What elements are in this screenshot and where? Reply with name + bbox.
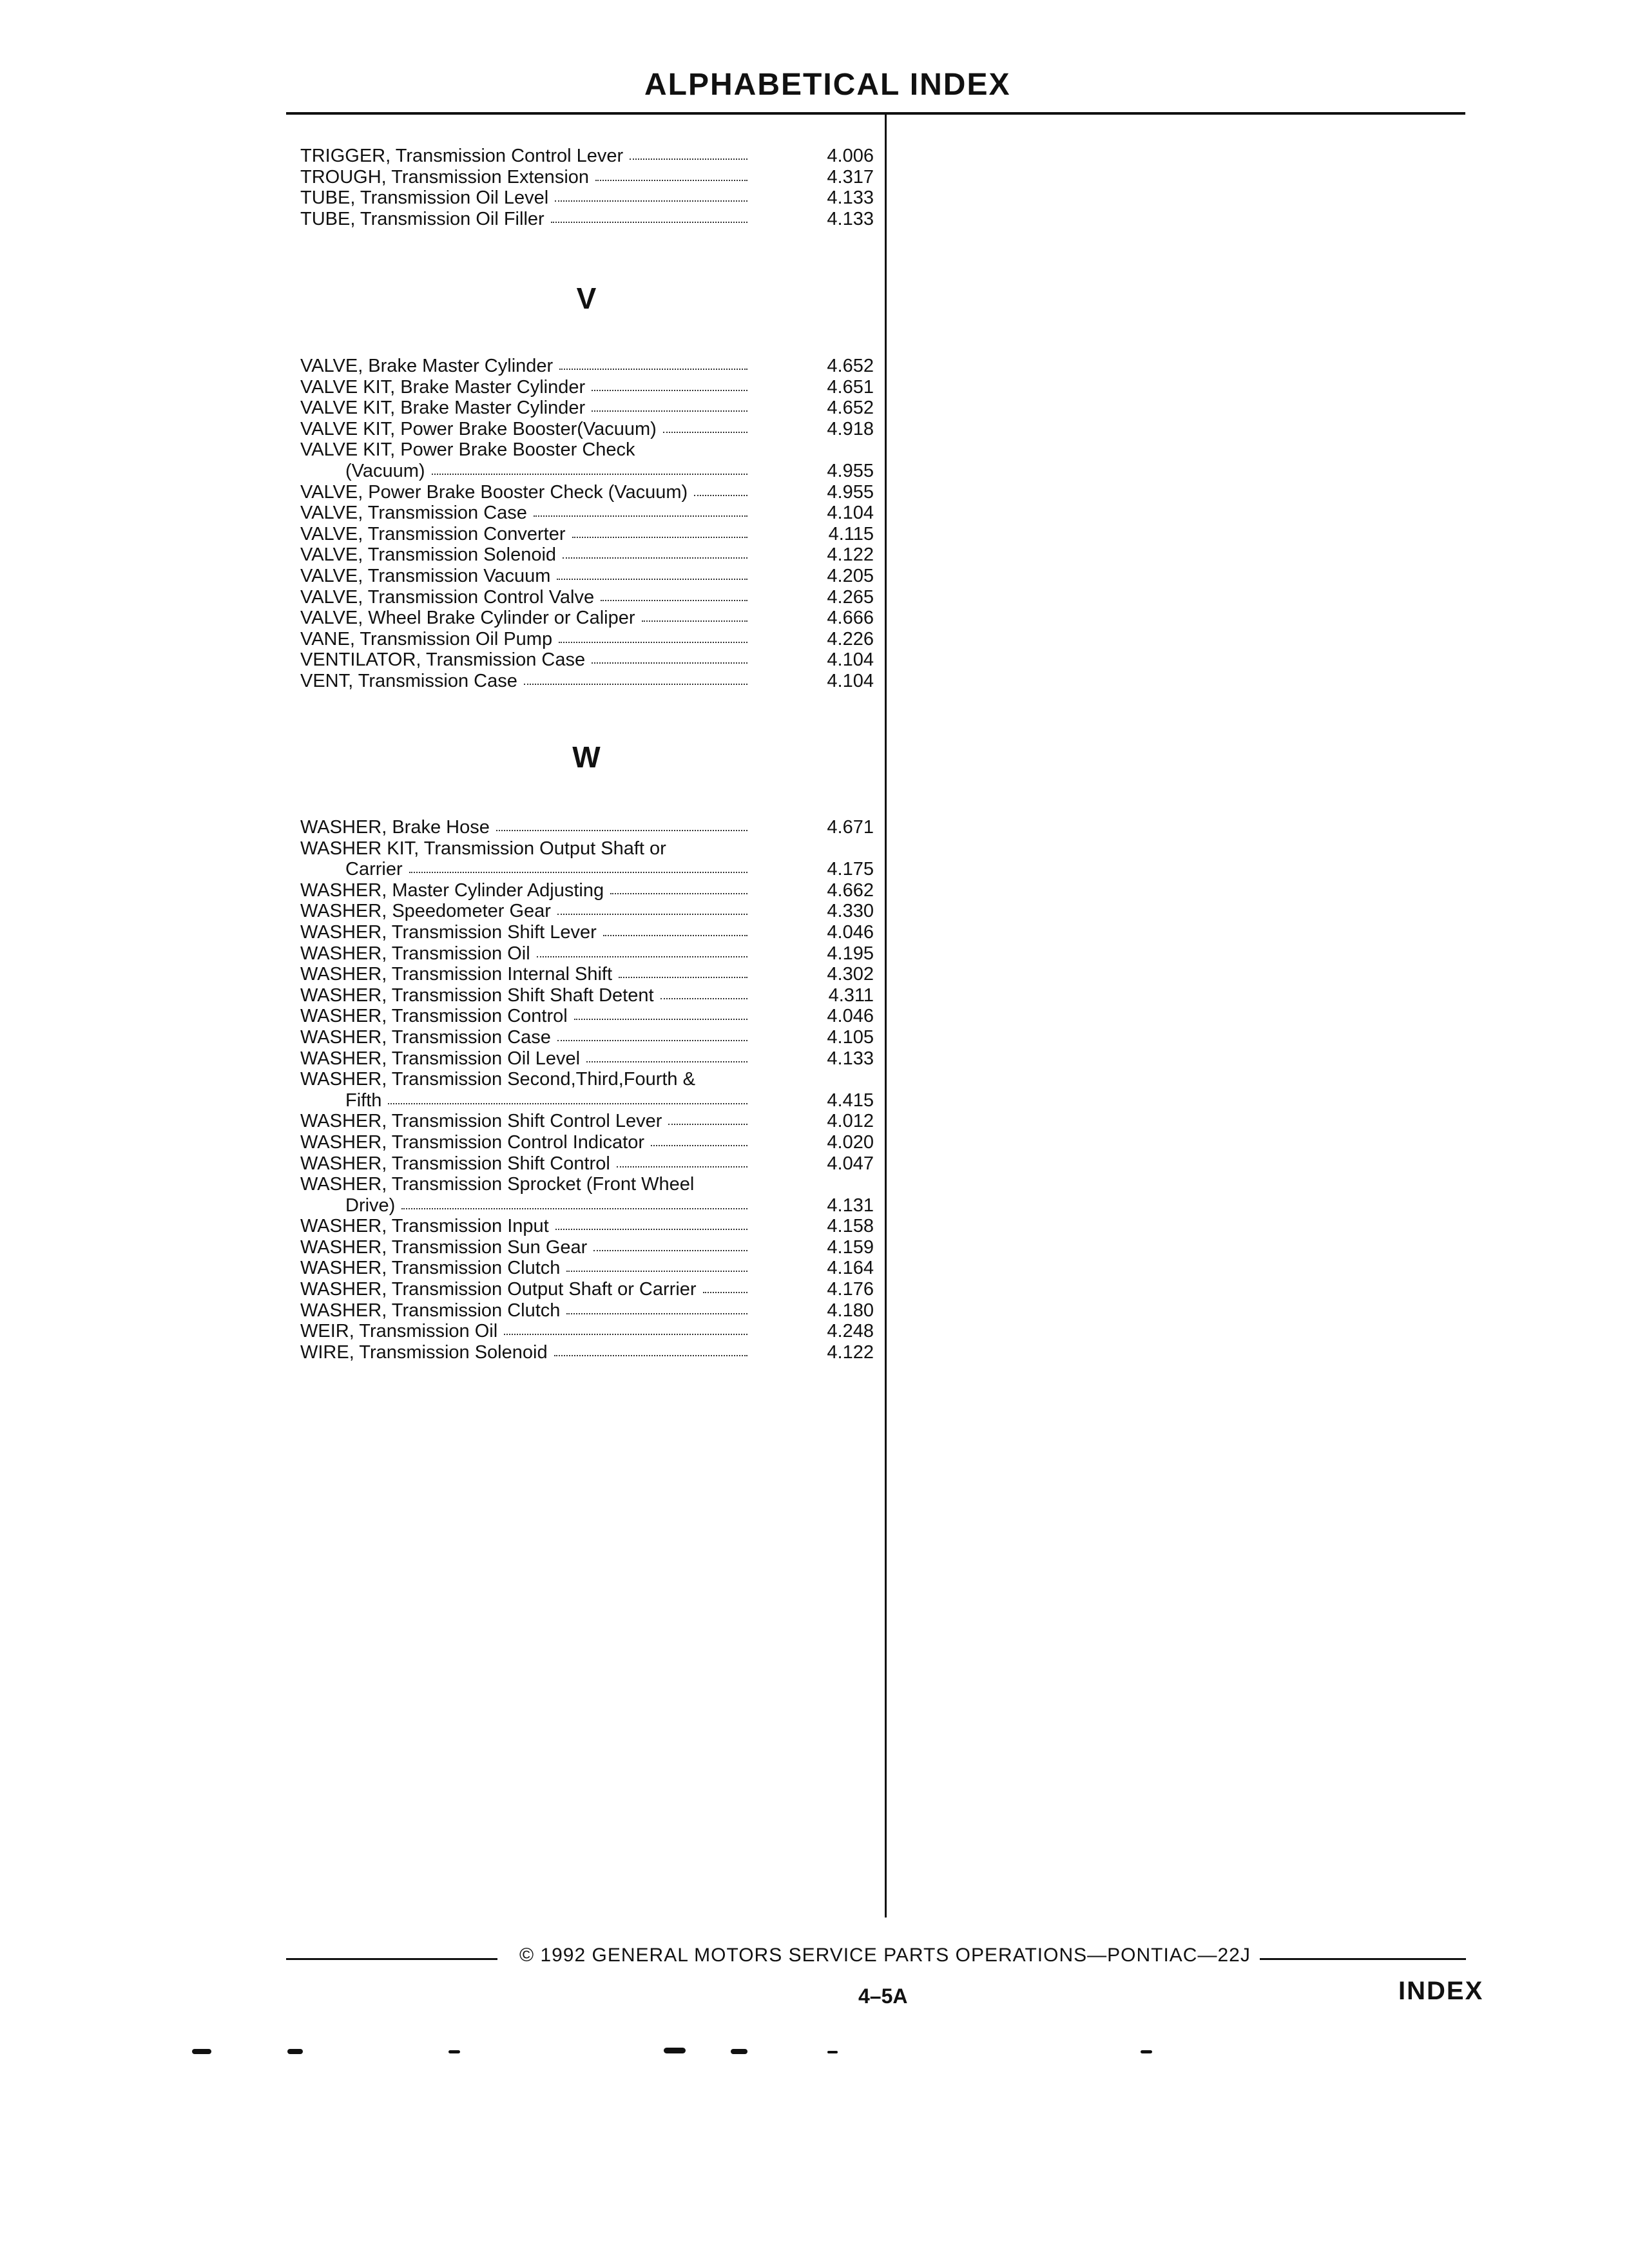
entry-label: (Vacuum) bbox=[345, 460, 425, 481]
footer-rule-left bbox=[286, 1958, 497, 1960]
entry-label: WASHER, Transmission Control bbox=[300, 1006, 568, 1027]
entry-page-number: 4.133 bbox=[827, 187, 874, 209]
entry-page-number: 4.105 bbox=[827, 1026, 874, 1048]
dot-leader bbox=[551, 222, 747, 223]
dot-leader bbox=[496, 830, 747, 831]
copyright-text: © 1992 GENERAL MOTORS SERVICE PARTS OPERATIONS—PONTIAC—22J bbox=[519, 1945, 1251, 1966]
entry-label: Fifth bbox=[345, 1090, 382, 1111]
dot-leader bbox=[603, 935, 747, 936]
entry-label: VALVE KIT, Brake Master Cylinder bbox=[300, 376, 586, 398]
dot-leader bbox=[574, 1019, 747, 1020]
page-title: ALPHABETICAL INDEX bbox=[644, 68, 1011, 102]
index-entry bbox=[300, 1321, 874, 1342]
entry-page-number: 4.104 bbox=[827, 503, 874, 524]
header-rule bbox=[286, 112, 1465, 115]
dot-leader bbox=[694, 495, 747, 496]
index-entry bbox=[300, 1195, 874, 1216]
entry-page-number: 4.122 bbox=[827, 544, 874, 566]
entry-page-number: 4.955 bbox=[827, 481, 874, 503]
dot-leader bbox=[555, 200, 747, 202]
entry-page-number: 4.671 bbox=[827, 817, 874, 838]
index-entry bbox=[300, 901, 874, 922]
entry-label: VALVE KIT, Brake Master Cylinder bbox=[300, 398, 586, 419]
entry-label: VALVE KIT, Power Brake Booster Check bbox=[300, 439, 635, 461]
index-entry bbox=[300, 1048, 874, 1070]
scan-mark bbox=[448, 2050, 460, 2053]
index-entry bbox=[300, 671, 874, 692]
dot-leader bbox=[572, 537, 747, 538]
dot-leader bbox=[668, 1124, 747, 1125]
index-entry bbox=[300, 1006, 874, 1027]
entry-page-number: 4.302 bbox=[827, 964, 874, 985]
dot-leader bbox=[566, 1313, 747, 1314]
dot-leader bbox=[592, 662, 747, 664]
index-entry bbox=[300, 964, 874, 985]
entry-page-number: 4.955 bbox=[827, 460, 874, 481]
entry-page-number: 4.652 bbox=[827, 356, 874, 376]
dot-leader bbox=[663, 432, 747, 433]
dot-leader bbox=[388, 1103, 747, 1104]
section-letter-v: V bbox=[576, 282, 597, 315]
entry-label: VENT, Transmission Case bbox=[300, 670, 517, 691]
page-number: 4–5A bbox=[858, 1984, 908, 2008]
entry-label: VENTILATOR, Transmission Case bbox=[300, 649, 586, 671]
index-entry bbox=[300, 377, 874, 398]
entry-label: Carrier bbox=[345, 859, 403, 880]
dot-leader bbox=[554, 1355, 747, 1356]
index-entry bbox=[300, 649, 874, 671]
dot-leader bbox=[563, 557, 747, 559]
entry-label: VALVE, Transmission Control Valve bbox=[300, 586, 595, 608]
index-entry bbox=[300, 1300, 874, 1321]
entry-page-number: 4.131 bbox=[827, 1195, 874, 1216]
entry-label: WASHER, Transmission Output Shaft or Carrier bbox=[300, 1279, 697, 1300]
entry-page-number: 4.047 bbox=[827, 1153, 874, 1174]
entry-label: VALVE, Brake Master Cylinder bbox=[300, 356, 554, 376]
dot-leader bbox=[559, 642, 747, 643]
entry-label: WASHER, Master Cylinder Adjusting bbox=[300, 879, 604, 901]
entry-label: VANE, Transmission Oil Pump bbox=[300, 628, 553, 649]
scan-mark bbox=[192, 2049, 211, 2054]
entry-label: WASHER, Transmission Shift Shaft Detent bbox=[300, 985, 654, 1006]
entry-page-number: 4.415 bbox=[827, 1090, 874, 1111]
entry-label: TUBE, Transmission Oil Level bbox=[300, 187, 549, 209]
index-entry bbox=[300, 1111, 874, 1132]
footer-rule-right bbox=[1260, 1958, 1466, 1960]
section-w-list bbox=[300, 817, 874, 1363]
index-entry bbox=[300, 503, 874, 524]
entry-label: WASHER, Transmission Shift Control bbox=[300, 1153, 610, 1174]
dot-leader bbox=[586, 1061, 747, 1062]
index-entry bbox=[300, 566, 874, 587]
entry-page-number: 4.158 bbox=[827, 1216, 874, 1237]
entry-page-number: 4.265 bbox=[827, 586, 874, 608]
index-entry bbox=[300, 398, 874, 419]
entry-page-number: 4.918 bbox=[827, 418, 874, 439]
entry-page-number: 4.115 bbox=[828, 523, 874, 544]
entry-label: WEIR, Transmission Oil bbox=[300, 1321, 498, 1342]
entry-label: WASHER, Transmission Input bbox=[300, 1216, 549, 1237]
dot-leader bbox=[610, 893, 747, 894]
index-entry bbox=[300, 524, 874, 545]
index-entry bbox=[300, 209, 874, 230]
index-entry bbox=[300, 356, 874, 377]
dot-leader bbox=[703, 1292, 747, 1293]
index-entry bbox=[300, 985, 874, 1006]
index-entry bbox=[300, 419, 874, 440]
dot-leader bbox=[617, 1166, 747, 1168]
index-entry bbox=[300, 587, 874, 608]
index-entry bbox=[300, 187, 874, 209]
index-entry bbox=[300, 943, 874, 965]
dot-leader bbox=[504, 1334, 747, 1335]
index-entry bbox=[300, 167, 874, 188]
entry-label: WASHER, Transmission Clutch bbox=[300, 1300, 561, 1321]
dot-leader bbox=[592, 390, 747, 391]
section-t-list bbox=[300, 146, 874, 229]
dot-leader bbox=[557, 579, 747, 580]
entry-label: WASHER, Transmission Oil bbox=[300, 943, 530, 964]
index-entry bbox=[300, 1153, 874, 1175]
dot-leader bbox=[401, 1208, 747, 1209]
index-entry bbox=[300, 880, 874, 901]
entry-page-number: 4.046 bbox=[827, 1006, 874, 1027]
index-entry bbox=[300, 1132, 874, 1153]
entry-label: WASHER, Transmission Sprocket (Front Wheel bbox=[300, 1174, 695, 1195]
entry-label: WASHER, Transmission Shift Lever bbox=[300, 921, 597, 943]
index-entry bbox=[300, 1027, 874, 1048]
section-v-list bbox=[300, 356, 874, 692]
entry-label: VALVE, Power Brake Booster Check (Vacuum) bbox=[300, 481, 688, 503]
index-entry bbox=[300, 1174, 874, 1195]
entry-page-number: 4.195 bbox=[827, 943, 874, 964]
entry-label: VALVE KIT, Power Brake Booster(Vacuum) bbox=[300, 418, 657, 439]
entry-page-number: 4.006 bbox=[827, 146, 874, 166]
scan-mark bbox=[1141, 2050, 1152, 2053]
entry-page-number: 4.311 bbox=[828, 985, 874, 1006]
index-entry bbox=[300, 1069, 874, 1090]
entry-label: WASHER, Transmission Internal Shift bbox=[300, 964, 613, 985]
dot-leader bbox=[557, 914, 747, 915]
entry-label: WASHER, Transmission Shift Control Lever bbox=[300, 1111, 662, 1132]
index-entry bbox=[300, 922, 874, 943]
dot-leader bbox=[559, 369, 747, 370]
entry-label: WASHER, Transmission Control Indicator bbox=[300, 1131, 644, 1153]
index-entry bbox=[300, 608, 874, 629]
entry-page-number: 4.662 bbox=[827, 879, 874, 901]
entry-page-number: 4.176 bbox=[827, 1279, 874, 1300]
entry-page-number: 4.248 bbox=[827, 1321, 874, 1342]
dot-leader bbox=[557, 1040, 747, 1041]
entry-label: VALVE, Transmission Converter bbox=[300, 523, 566, 544]
entry-label: VALVE, Transmission Case bbox=[300, 503, 527, 524]
entry-label: WASHER, Transmission Case bbox=[300, 1026, 551, 1048]
entry-page-number: 4.226 bbox=[827, 628, 874, 649]
dot-leader bbox=[566, 1271, 747, 1272]
entry-page-number: 4.180 bbox=[827, 1300, 874, 1321]
entry-page-number: 4.046 bbox=[827, 921, 874, 943]
entry-label: WASHER KIT, Transmission Output Shaft or bbox=[300, 838, 666, 859]
index-entry bbox=[300, 146, 874, 167]
entry-label: WASHER, Transmission Second,Third,Fourth & bbox=[300, 1069, 695, 1090]
entry-page-number: 4.133 bbox=[827, 1048, 874, 1069]
entry-label: Drive) bbox=[345, 1195, 396, 1216]
dot-leader bbox=[630, 159, 747, 160]
entry-page-number: 4.317 bbox=[827, 166, 874, 187]
index-entry bbox=[300, 461, 874, 482]
dot-leader bbox=[619, 977, 747, 978]
scan-mark bbox=[664, 2048, 686, 2053]
dot-leader bbox=[537, 956, 747, 957]
index-entry bbox=[300, 629, 874, 650]
entry-label: VALVE, Transmission Vacuum bbox=[300, 565, 551, 586]
entry-page-number: 4.159 bbox=[827, 1236, 874, 1258]
dot-leader bbox=[595, 180, 747, 181]
entry-page-number: 4.164 bbox=[827, 1258, 874, 1279]
entry-label: TRIGGER, Transmission Control Lever bbox=[300, 146, 624, 166]
entry-label: TUBE, Transmission Oil Filler bbox=[300, 208, 545, 229]
index-entry bbox=[300, 1090, 874, 1111]
dot-leader bbox=[555, 1229, 747, 1230]
entry-label: VALVE, Transmission Solenoid bbox=[300, 544, 557, 566]
index-entry bbox=[300, 544, 874, 566]
entry-label: TROUGH, Transmission Extension bbox=[300, 166, 590, 187]
dot-leader bbox=[660, 998, 747, 999]
index-entry bbox=[300, 1342, 874, 1363]
entry-label: WASHER, Transmission Oil Level bbox=[300, 1048, 581, 1069]
index-entry bbox=[300, 1258, 874, 1279]
dot-leader bbox=[642, 620, 747, 622]
dot-leader bbox=[524, 684, 747, 685]
index-entry bbox=[300, 838, 874, 860]
entry-label: WASHER, Brake Hose bbox=[300, 817, 490, 838]
column-divider bbox=[885, 113, 887, 1917]
entry-page-number: 4.666 bbox=[827, 608, 874, 629]
section-letter-w: W bbox=[572, 740, 601, 774]
section-label: INDEX bbox=[1398, 1977, 1484, 2005]
dot-leader bbox=[534, 515, 747, 517]
index-entry bbox=[300, 859, 874, 880]
entry-label: WASHER, Transmission Sun Gear bbox=[300, 1236, 588, 1258]
scan-mark bbox=[287, 2049, 303, 2054]
dot-leader bbox=[592, 410, 747, 412]
entry-page-number: 4.133 bbox=[827, 208, 874, 229]
entry-page-number: 4.175 bbox=[827, 859, 874, 880]
entry-page-number: 4.012 bbox=[827, 1111, 874, 1132]
entry-page-number: 4.104 bbox=[827, 670, 874, 691]
entry-page-number: 4.104 bbox=[827, 649, 874, 671]
dot-leader bbox=[409, 872, 747, 873]
scan-mark bbox=[827, 2051, 838, 2053]
entry-page-number: 4.652 bbox=[827, 398, 874, 419]
entry-page-number: 4.122 bbox=[827, 1341, 874, 1363]
index-entry bbox=[300, 817, 874, 838]
dot-leader bbox=[601, 600, 747, 601]
entry-page-number: 4.330 bbox=[827, 901, 874, 922]
entry-page-number: 4.020 bbox=[827, 1131, 874, 1153]
dot-leader bbox=[593, 1250, 747, 1251]
index-entry bbox=[300, 1279, 874, 1300]
entry-page-number: 4.205 bbox=[827, 565, 874, 586]
entry-page-number: 4.651 bbox=[827, 376, 874, 398]
dot-leader bbox=[432, 474, 747, 475]
scan-mark bbox=[731, 2049, 747, 2054]
entry-label: VALVE, Wheel Brake Cylinder or Caliper bbox=[300, 608, 635, 629]
index-entry bbox=[300, 1216, 874, 1237]
dot-leader bbox=[651, 1145, 747, 1146]
entry-label: WIRE, Transmission Solenoid bbox=[300, 1341, 548, 1363]
index-entry bbox=[300, 1237, 874, 1258]
entry-label: WASHER, Speedometer Gear bbox=[300, 901, 551, 922]
index-entry bbox=[300, 439, 874, 461]
index-entry bbox=[300, 482, 874, 503]
entry-label: WASHER, Transmission Clutch bbox=[300, 1258, 561, 1279]
